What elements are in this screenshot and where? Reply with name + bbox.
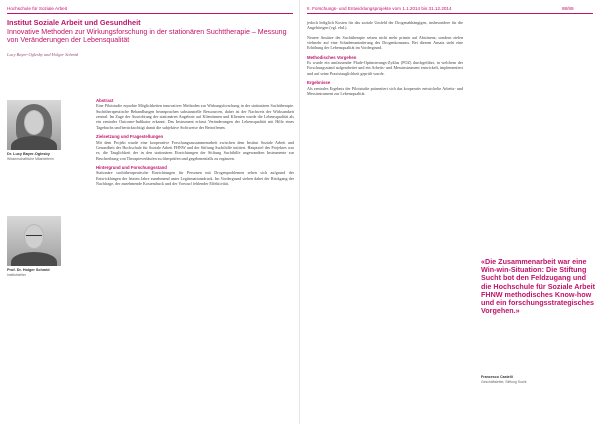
section-text: Es wurde ein umfassender Pfade-Optimierungs-Zyklus (POZ) durchgeführt, in welchem der Forschungsstand aufgearbeitet und ein Arbeits- und Messinstrument entwickelt, implementiert und auf seine Praxistauglichkeit geprüft wurde. <box>307 60 463 76</box>
section-heading: Ergebnisse <box>307 80 331 86</box>
section-text: Stationäre suchttherapeutische Einrichtungen für Personen mit Drogenproblemen sehen sich aufgrund der Entwicklungen der letzten Jahre zunehmend unter Legitimationsdruck. Im Vordergrund stehen dabei der Rückgang der Nachfrage, der zunehmende Kostendruck und der Vorwurf fehlender Effektivität. <box>96 170 294 186</box>
right-page <box>300 0 600 424</box>
quote-role: Geschäftsleiter, Stiftung Sucht <box>481 380 527 384</box>
left-running-head: Hochschule für Soziale Arbeit <box>7 6 68 11</box>
right-running-head-text: II. Forschungs- und Entwicklungsprojekte vom 1.1.2014 bis 31.12.2014 <box>307 6 452 11</box>
right-running-rule <box>307 13 593 14</box>
section-results <box>307 80 463 96</box>
author-1-name: Dr. Lucy Bayer-Oglesby <box>7 152 50 156</box>
section-text: Neuere Ansätze der Suchttherapie setzen nicht mehr primär auf Abstinenz, sondern zielen vielmehr auf eine Schadensminderung des Drogenkonsums. Bei diesem Ansatz steht eine Erhöhung der Lebensqualität im Vordergrund. <box>307 34 463 51</box>
section-heading: Methodisches Vorgehen <box>307 54 357 60</box>
section-methods <box>307 55 463 76</box>
left-body-column <box>96 98 294 190</box>
section-approaches <box>307 35 463 51</box>
author-photo-1 <box>7 100 61 150</box>
section-text: Eine Pilotstudie erprobte Möglichkeiten innovativer Methoden zur Wirkungsforschung in der stationären Suchttherapie. Suchttherapeutische Behandlungen beanspruchen substanzielle Ressourcen, daher ist der Nachweis der Wirksamkeit zentral. Im Zuge der Ausrichtung der stationären Angebote auf Klientinnen und Klienten wurde die Lebensqualität als ein zentraler Outcome-Indikator erkannt. Das Instrument erfasst Veränderungen der Lebensqualität mit Hilfe eines Tagebuchs und berücksichtigt damit die subjektive Sichtweise der Betroffenen. <box>96 103 294 130</box>
section-continued <box>307 20 463 31</box>
section-heading: Hintergrund und Forschungsstand <box>96 164 167 170</box>
section-text: Mit dem Projekt wurde eine kooperative Forschungszusammenarbeit zwischen dem Institut Soziale Arbeit und Gesundheit der Hochschule für Soziale Arbeit FHNW und der Stiftung Suchthilfe initiiert. Hauptziel des Projektes war es, die Tauglichkeit der in den stationären Einrichtungen der Stiftung Suchthilfe angewandten Instrumente zur Beschreibung von Therapieverläufen zu überprüfen und gegebenenfalls zu ergänzen. <box>96 139 294 161</box>
quote-author: Francesco Castelli <box>481 375 513 379</box>
right-body-column <box>307 20 463 100</box>
page-number: 88/89 <box>562 6 574 11</box>
pull-quote: «Die Zusammenarbeit war eine Win-win-Situation: Die Stiftung Sucht bot den Feldzugang und die Hochschule für Soziale Arbeit FHNW methodisches Know-how und ein forschungsstrategisches Vorgehen.» <box>481 257 595 316</box>
left-running-rule <box>7 13 293 14</box>
section-abstract <box>96 98 294 130</box>
author-2-name: Prof. Dr. Holger Schmid <box>7 268 50 272</box>
section-text: jedoch lediglich Kosten für das soziale Umfeld der Drogenabhängigen, insbesondere für die Angehörigen (vgl. ebd.). <box>307 20 463 31</box>
author-2-role: Institutsleiter <box>7 273 27 277</box>
article-subtitle: Innovative Methoden zur Wirkungsforschung in der stationären Suchttherapie – Messung von Veränderungen der Lebensqualität <box>7 28 287 45</box>
right-running-head <box>307 6 574 11</box>
section-goals <box>96 134 294 161</box>
section-heading: Abstract <box>96 98 114 103</box>
article-authors: Lucy Bayer-Oglesby und Holger Schmid <box>7 52 79 57</box>
section-text: Als zentrales Ergebnis der Pilotstudie präsentiert sich das kooperativ entwickelte Arbeits- und Messinstrument zur Lebensqualität. <box>307 85 463 96</box>
section-heading: Zielsetzung und Fragestellungen <box>96 134 164 140</box>
section-background <box>96 165 294 186</box>
author-photo-2 <box>7 216 61 266</box>
author-1-role: Wissenschaftliche Mitarbeiterin <box>7 157 54 161</box>
article-title: Institut Soziale Arbeit und Gesundheit <box>7 18 141 27</box>
